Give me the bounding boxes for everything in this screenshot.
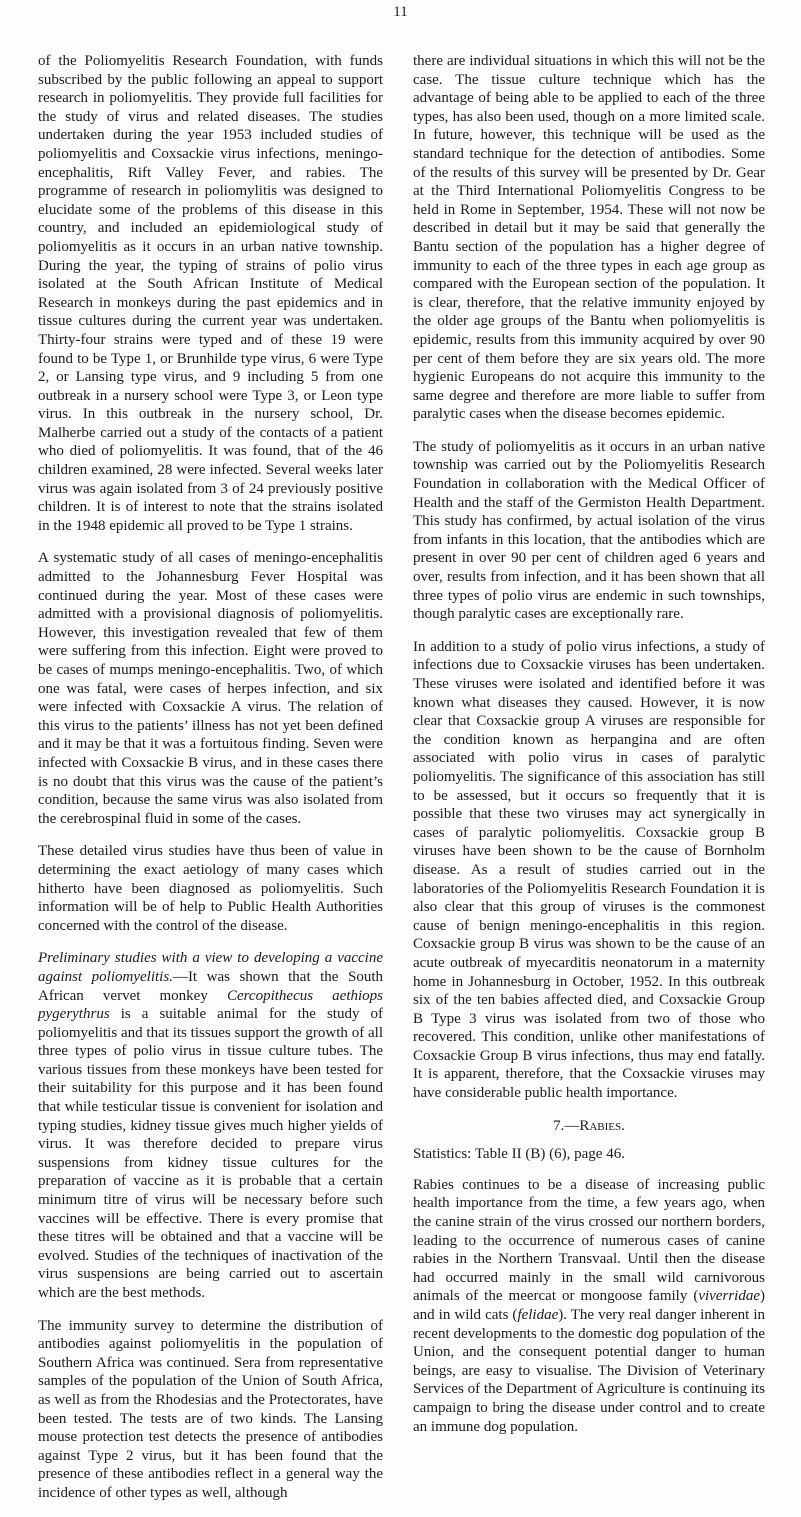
paragraph-rabies: [413, 1176, 765, 1436]
left-column: [38, 52, 383, 1517]
paragraph-urban-township: The study of poliomyelitis as it occurs in an urban native township was carried out by the Poliomyelitis Research Foundation in collaboration with the Medical Officer of Health and the staff of the Germiston Health Department. This study has confirmed, by actual isolation of the virus from infants in this location, that the antibodies which are present in over 90 per cent of children aged 6 years and over, results from infection, and it has been shown that all three types of polio virus are endemic in such townships, though paralytic cases are exceptionally rare.: [413, 438, 765, 623]
species-name: Cercopithecus aethiops pygerythrus: [38, 987, 384, 1023]
section-title: Rabies.: [579, 1117, 625, 1134]
paragraph-poliomyelitis-research: of the Poliomyelitis Research Foundation, with funds subscribed by the public following an appeal to support research in poliomyelitis. They provide full facilities for the study of virus and related diseases. The studies undertaken during the year 1953 included studies of poliomyelitis and Coxsackie virus infections, meningo-encephalitis, Rift Valley Fever, and rabies. The programme of research in poliomylitis was designed to elucidate some of the problems of this disease in this country, and included an epidemiological study of poliomyelitis as it occurs in an urban native township. During the year, the typing of strains of polio virus isolated at the South African Institute of Medical Research in monkeys during the past epidemics and in tissue cultures during the current year was undertaken. Thirty-four strains were typed and of these 19 were found to be Type 1, or Brunhilde type virus, 6 were Type 2, or Lansing type virus, and 9 including 5 from one outbreak in a nursery school were Type 3, or Leon type virus. In this outbreak in the nursery school, Dr. Malherbe carried out a study of the contacts of a patient who died of poliomyelitis. It was found, that of the 46 children examined, 28 were infected. Several weeks later virus was again isolated from 3 of 24 previously positive children. It is of interest to note that the strains isolated in the 1948 epidemic all proved to be Type 1 strains.: [38, 53, 383, 534]
paragraph-coxsackie: In addition to a study of polio virus infections, a study of infections due to Coxsackie viruses has been undertaken. These viruses were isolated and identified before it was known what diseases they caused. However, it is now clear that Coxsackie group A viruses are responsible for the condition known as herpangina and are often associated with polio virus in cases of paralytic poliomyelitis. The significance of this association has still to be assessed, but it occurs so frequently that it is possible that these two viruses may act synergically in cases of paralytic poliomyelitis. Coxsackie group B viruses have been shown to be the cause of Bornholm disease. As a result of studies carried out in the laboratories of the Poliomyelitis Research Foundation it is also clear that this group of viruses is the commonest cause of benign meningo-encephalitis in this region. Coxsackie group B virus was shown to be the cause of an acute outbreak of myecarditis neonatorum in a maternity home in Johannesburg in October, 1952. In this outbreak six of the ten babies affected died, and Coxsackie Group B Type 3 virus was isolated from two of those who recovered. This condition, unlike other manifestations of Coxsackie Group B virus infections, thus may end fatally. It is apparent, therefore, that the Coxsackie viruses may have considerable public health importance.: [413, 638, 765, 1102]
paragraph-meningo-encephalitis: A systematic study of all cases of meningo-encephalitis admitted to the Johannesburg Fever Hospital was continued during the year. Most of these cases were admitted with a provisional diagnosis of poliomyelitis. However, this investigation revealed that few of them were suffering from this infection. Eight were proved to be cases of mumps meningo-encephalitis. Two, of which one was fatal, were cases of herpes infection, and six were infected with Coxsackie A virus. The relation of this virus to the patients’ illness has not yet been defined and it may be that it was a fortuitous finding. Seven were infected with Coxsackie B virus, and in these cases there is no doubt that this virus was the cause of the patient’s condition, because the same virus was also isolated from the cerebrospinal fluid in some of the cases.: [38, 550, 383, 827]
section-number: 7.—: [553, 1117, 580, 1134]
rabies-text-c: ). The very real danger inherent in recent developments to the domestic dog population of the Union, and the consequent potential danger to human beings, are easy to visualise. The Division of Veterinary Services of the Department of Agriculture is continuing its campaign to bring the disease under control and to create an immune dog population.: [413, 1307, 765, 1435]
vaccine-text-b: is a suitable animal for the study of poliomyelitis and that its tissues support the growth of all three types of polio virus in tissue culture tubes. The various tissues from these monkeys have been tested for their suitability for this purpose and it has been found that while testicular tissue is convenient for isolation and typing studies, kidney tissue gives much higher yields of virus. It was therefore decided to prepare virus suspensions from kidney tissue cultures for the preparation of vaccine as it is probable that a certain minimum titre of virus will be necessary before such vaccines will be effective. There is every promise that these titres will be obtained and that a vaccine will be evolved. Studies of the techniques of inactivation of the virus suspensions are being carried out to ascertain which are the best methods.: [38, 1006, 383, 1301]
rabies-text-b: ) and in wild cats (: [413, 1288, 765, 1323]
page-number: 11: [393, 4, 408, 20]
paragraph-immunity-survey: The immunity survey to determine the distribution of antibodies against poliomyelitis in the population of Southern Africa was continued. Sera from representative samples of the population of the Union of South Africa, as well as from the Rhodesias and the Protectorates, have been tested. The tests are of two kinds. The Lansing mouse protection test detects the presence of antibodies against Type 2 virus, but it has been found that the presence of these antibodies reflect in a general way the incidence of other types as well, although: [38, 1317, 383, 1501]
paragraph-vaccine-studies: [38, 949, 383, 1302]
vaccine-text-a: —It was shown that the South African vervet monkey: [38, 968, 383, 1004]
family-felidae: felidae: [517, 1307, 559, 1323]
paragraph-tissue-culture: there are individual situations in which this will not be the case. The tissue culture technique which has the advantage of being able to be applied to each of the three types, has also been used, though on a more limited scale. In future, however, this technique will be used as the standard technique for the detection of antibodies. Some of the results of this survey will be presented by Dr. Gear at the Third International Poliomyelitis Congress to be held in Rome in September, 1954. These will not now be described in detail but it may be said that generally the Bantu section of the population has a higher degree of immunity to each of the three types in each age group as compared with the European section of the population. It is clear, therefore, that the relative immunity enjoyed by the older age groups of the Bantu when poliomyelitis is epidemic, results from this immunity acquired by over 90 per cent of them before they are six years old. The more hygienic Europeans do not acquire this immunity to the same degree and therefore are more liable to suffer from paralytic cases when the disease becomes epidemic.: [413, 53, 765, 423]
right-column: [413, 52, 765, 1450]
family-viverridae: viverridae: [698, 1288, 760, 1305]
section-heading-rabies: [413, 1117, 765, 1136]
paragraph-virus-studies-value: These detailed virus studies have thus been of value in determining the exact aetiology of many cases which hitherto have been diagnosed as poliomyelitis. Such information will be of help to Public Health Authorities concerned with the control of the disease.: [38, 843, 383, 934]
vaccine-section-lead: Preliminary studies with a view to developing a vaccine against poliomyelitis.: [38, 950, 383, 985]
rabies-text-a: Rabies continues to be a disease of increasing public health importance from the time, a few years ago, when the canine strain of the virus crossed our northern borders, leading to the occurrence of numerous cases of canine rabies in the Northern Transvaal. Until then the disease had occurred mainly in the small wild carnivorous animals of the meercat or mongoose family (: [413, 1176, 765, 1305]
statistics-reference: Statistics: Table II (B) (6), page 46.: [413, 1146, 625, 1163]
